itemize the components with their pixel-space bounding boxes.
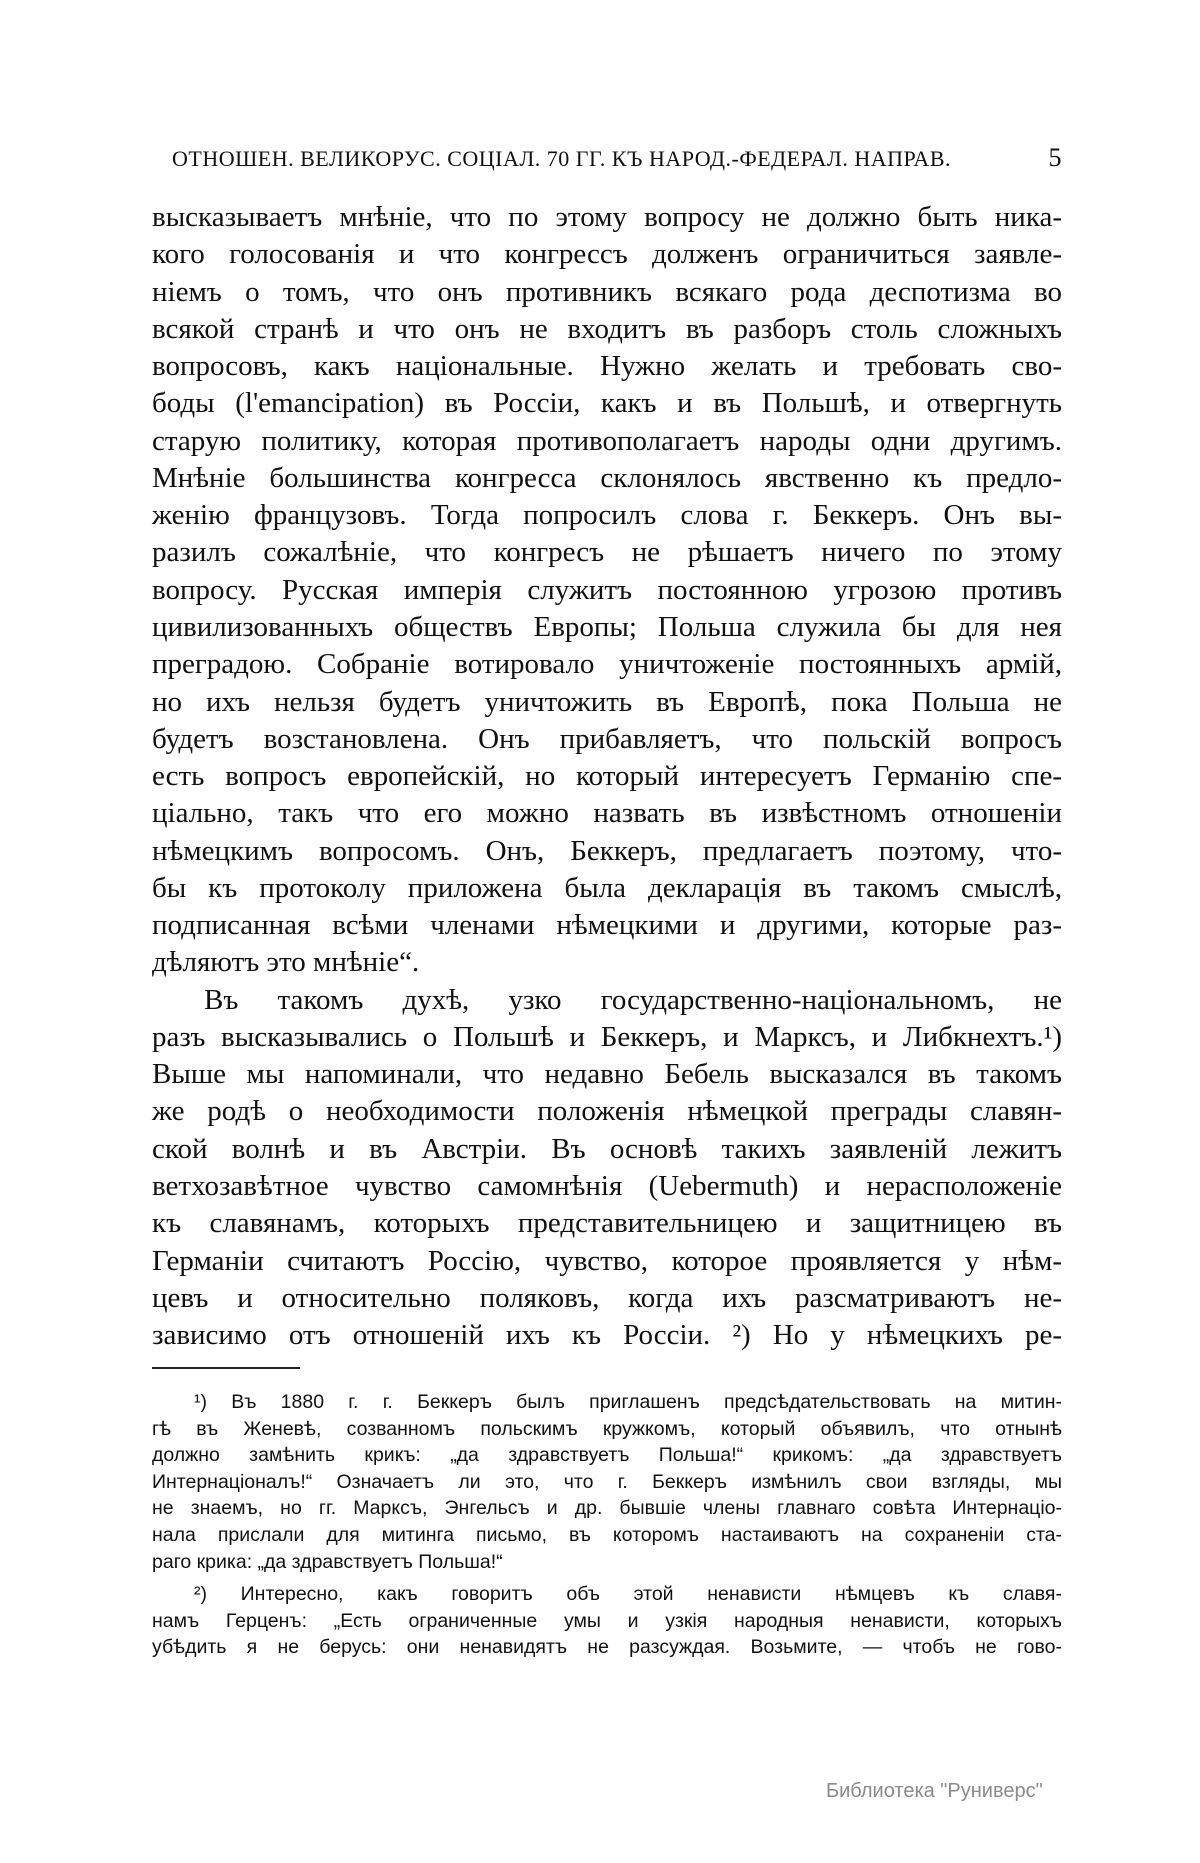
footnote-line: убѣдить я не берусь: они ненавидятъ не разсуждая. Возьмите, — чтобъ не гово- xyxy=(152,1636,1062,1659)
body-line: же родѣ о необходимости положенія нѣмецкой преграды славян- xyxy=(152,1095,1062,1128)
body-line: есть вопросъ европейскій, но который интересуетъ Германію спе- xyxy=(152,760,1062,793)
running-header-title: ОТНОШЕН. ВЕЛИКОРУС. СОЦІАЛ. 70 ГГ. КЪ НАРОД.-ФЕДЕРАЛ. НАПРАВ. xyxy=(172,146,951,171)
body-line: Выше мы напоминали, что недавно Бебель высказался въ такомъ xyxy=(152,1058,1062,1091)
body-line: Мнѣніе большинства конгресса склонялось явственно къ предло- xyxy=(152,461,1062,494)
library-watermark: Библиотека "Руниверс" xyxy=(826,1780,1043,1802)
body-line: высказываетъ мнѣніе, что по этому вопросу не должно быть ника- xyxy=(152,201,1062,233)
body-line: кого голосованія и что конгрессъ долженъ ограничиться заявле- xyxy=(152,238,1062,271)
body-line: вопросовъ, какъ національные. Нужно желать и требовать сво- xyxy=(152,350,1062,383)
body-line: бы къ протоколу приложена была декларація въ такомъ смыслѣ, xyxy=(152,871,1062,904)
body-line: ціально, такъ что его можно назвать въ извѣстномъ отношеніи xyxy=(152,797,1062,830)
footnote-line: гѣ въ Женевѣ, созванномъ польскимъ кружкомъ, который объявилъ, что отнынѣ xyxy=(152,1417,1062,1440)
body-line: подписанная всѣми членами нѣмецкими и другими, которые раз- xyxy=(152,909,1062,942)
footnote-line: Интернаціоналъ!“ Означаетъ ли это, что г. Беккеръ измѣнилъ свои взгляды, мы xyxy=(152,1470,1062,1493)
footnote-line: ¹) Въ 1880 г. г. Беккеръ былъ приглашенъ предсѣдательствовать на митин- xyxy=(194,1391,1062,1413)
page-number: 5 xyxy=(1048,143,1062,172)
body-line: будетъ возстановлена. Онъ прибавляетъ, что польскій вопросъ xyxy=(152,722,1062,755)
footnote-line: намъ Герценъ: „Есть ограниченные умы и узкія народныя ненависти, которыхъ xyxy=(152,1609,1062,1632)
body-line: разъ высказывались о Польшѣ и Беккеръ, и Марксъ, и Либкнехтъ.¹) xyxy=(152,1020,1062,1053)
footnote-line: должно замѣнить крикъ: „да здравствуетъ Польша!“ крикомъ: „да здравствуетъ xyxy=(152,1444,1062,1467)
body-line: къ славянамъ, которыхъ представительницею и защитницею въ xyxy=(152,1207,1062,1240)
body-line: ской волнѣ и въ Австріи. Въ основѣ такихъ заявленій лежитъ xyxy=(152,1132,1062,1165)
body-line: цивилизованныхъ обществъ Европы; Польша служила бы для нея xyxy=(152,610,1062,643)
body-line: разилъ сожалѣніе, что конгресъ не рѣшаетъ ничего по этому xyxy=(152,536,1062,569)
body-line: женію французовъ. Тогда попросилъ слова г. Беккеръ. Онъ вы- xyxy=(152,499,1062,532)
body-line: старую политику, которая противополагаетъ народы одни другимъ. xyxy=(152,424,1062,457)
footnote-divider xyxy=(152,1367,300,1369)
body-line: ветхозавѣтное чувство самомнѣнія (Uebermuth) и нерасположеніе xyxy=(152,1170,1062,1203)
footnote-line: не знаемъ, но гг. Марксъ, Энгельсъ и др. бывшіе члены главнаго совѣта Интернаціо- xyxy=(152,1497,1062,1520)
body-line: зависимо отъ отношеній ихъ къ Россіи. ²) Но у нѣмецкихъ ре- xyxy=(152,1319,1062,1352)
footnote-line: нала прислали для митинга письмо, въ которомъ настаиваютъ на сохраненіи ста- xyxy=(152,1524,1062,1546)
body-line: всякой странѣ и что онъ не входитъ въ разборъ столь сложныхъ xyxy=(152,312,1062,345)
body-line: нѣмецкимъ вопросомъ. Онъ, Беккеръ, предлагаетъ поэтому, что- xyxy=(152,834,1062,867)
body-line: боды (l'emancipation) въ Россіи, какъ и въ Польшѣ, и отвергнуть xyxy=(152,387,1062,420)
body-line: но ихъ нельзя будетъ уничтожить въ Европѣ, пока Польша не xyxy=(152,685,1062,718)
body-line: преградою. Собраніе вотировало уничтоженіе постоянныхъ армій, xyxy=(152,648,1062,681)
body-line: Германіи считаютъ Россію, чувство, которое проявляется у нѣм- xyxy=(152,1244,1062,1277)
body-line: цевъ и относительно поляковъ, когда ихъ разсматриваютъ не- xyxy=(152,1281,1062,1314)
body-line: ніемъ о томъ, что онъ противникъ всякаго рода деспотизма во xyxy=(152,275,1062,308)
body-line: вопросу. Русская имперія служитъ постоянною угрозою противъ xyxy=(152,573,1062,606)
footnote-line: раго крика: „да здравствуетъ Польша!“ xyxy=(152,1550,503,1573)
footnote-line: ²) Интересно, какъ говоритъ объ этой ненависти нѣмцевъ къ славя- xyxy=(194,1583,1062,1605)
body-line: дѣляютъ это мнѣніе“. xyxy=(152,946,420,979)
running-header xyxy=(172,143,1062,176)
body-line: Въ такомъ духѣ, узко государственно-національномъ, не xyxy=(204,983,1062,1016)
